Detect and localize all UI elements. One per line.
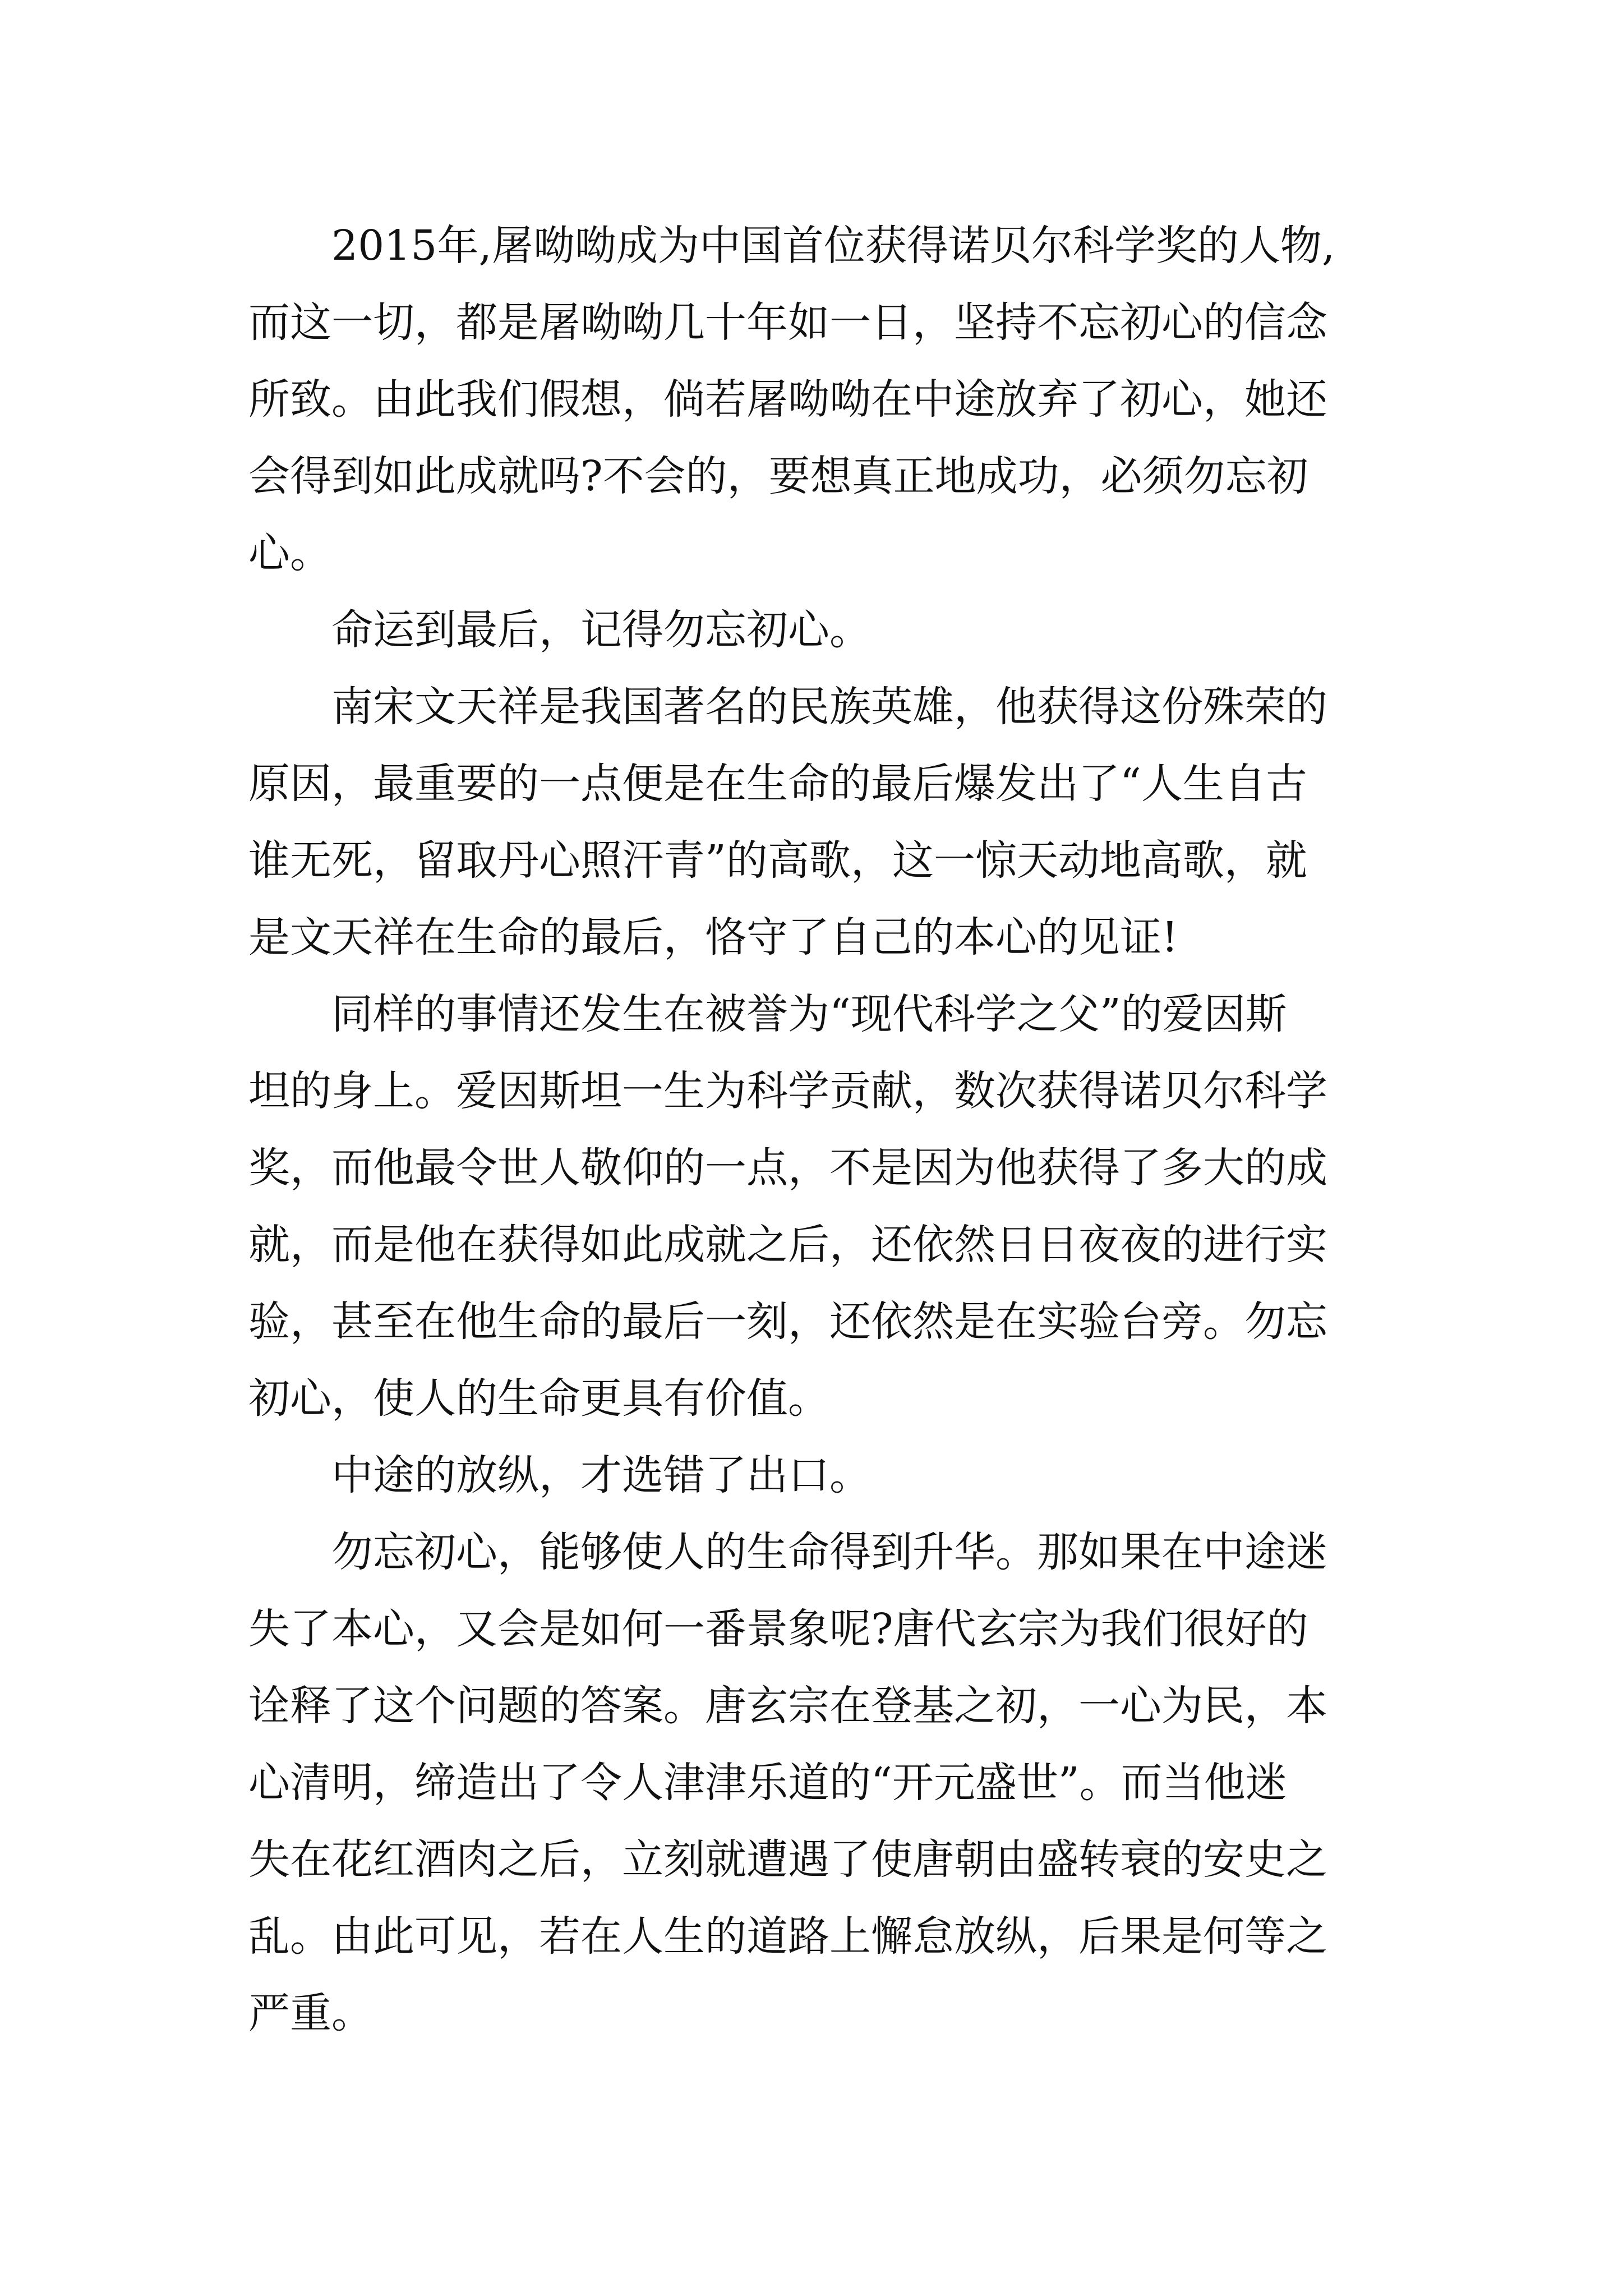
text-line: 失了本心，又会是如何一番景象呢?唐代玄宗为我们很好的 — [248, 1605, 1308, 1653]
text-line: 勿忘初心，能够使人的生命得到升华。那如果在中途迷 — [331, 1528, 1327, 1576]
text-line: 会得到如此成就吗?不会的，要想真正地成功，必须勿忘初 — [248, 452, 1308, 500]
text-line: 命运到最后，记得勿忘初心。 — [331, 606, 871, 654]
text-line: 心清明，缔造出了令人津津乐道的“开元盛世”。而当他迷 — [248, 1759, 1287, 1807]
text-line: 而这一切，都是屠呦呦几十年如一日，坚持不忘初心的信念 — [248, 298, 1327, 347]
text-line: 乱。由此可见，若在人生的道路上懈怠放纵，后果是何等之 — [248, 1912, 1327, 1961]
paragraph-5 — [248, 1437, 1370, 1514]
text-line: 2015年,屠呦呦成为中国首位获得诺贝尔科学奖的人物, — [331, 222, 1335, 270]
text-line: 坦的身上。爱因斯坦一生为科学贡献，数次获得诺贝尔科学 — [248, 1067, 1327, 1115]
paragraph-4 — [248, 976, 1370, 1437]
text-line: 验，甚至在他生命的最后一刻，还依然是在实验台旁。勿忘 — [248, 1297, 1327, 1346]
text-line: 同样的事情还发生在被誉为“现代科学之父”的爱因斯 — [331, 990, 1287, 1038]
text-line: 所致。由此我们假想，倘若屠呦呦在中途放弃了初心，她还 — [248, 375, 1327, 424]
text-line: 中途的放纵，才选错了出口。 — [331, 1451, 871, 1499]
text-line: 是文天祥在生命的最后，恪守了自己的本心的见证! — [248, 913, 1178, 961]
text-line: 失在花红酒肉之后，立刻就遭遇了使唐朝由盛转衰的安史之 — [248, 1835, 1327, 1884]
text-line: 南宋文天祥是我国著名的民族英雄，他获得这份殊荣的 — [331, 683, 1327, 731]
text-line: 心。 — [248, 529, 331, 577]
text-line: 诠释了这个问题的答案。唐玄宗在登基之初，一心为民，本 — [248, 1682, 1327, 1730]
paragraph-3 — [248, 669, 1370, 976]
text-line: 奖，而他最令世人敬仰的一点，不是因为他获得了多大的成 — [248, 1144, 1327, 1192]
text-line: 严重。 — [248, 1989, 373, 2037]
text-line: 就，而是他在获得如此成就之后，还依然日日夜夜的进行实 — [248, 1221, 1327, 1269]
text-line: 初心，使人的生命更具有价值。 — [248, 1374, 829, 1423]
paragraph-1 — [248, 208, 1370, 592]
paragraph-6 — [248, 1514, 1370, 2052]
text-line: 谁无死，留取丹心照汗青”的高歌，这一惊天动地高歌，就 — [248, 836, 1307, 885]
paragraph-2 — [248, 592, 1370, 669]
text-line: 原因，最重要的一点便是在生命的最后爆发出了“人生自古 — [248, 760, 1307, 808]
document-body — [248, 208, 1370, 2052]
